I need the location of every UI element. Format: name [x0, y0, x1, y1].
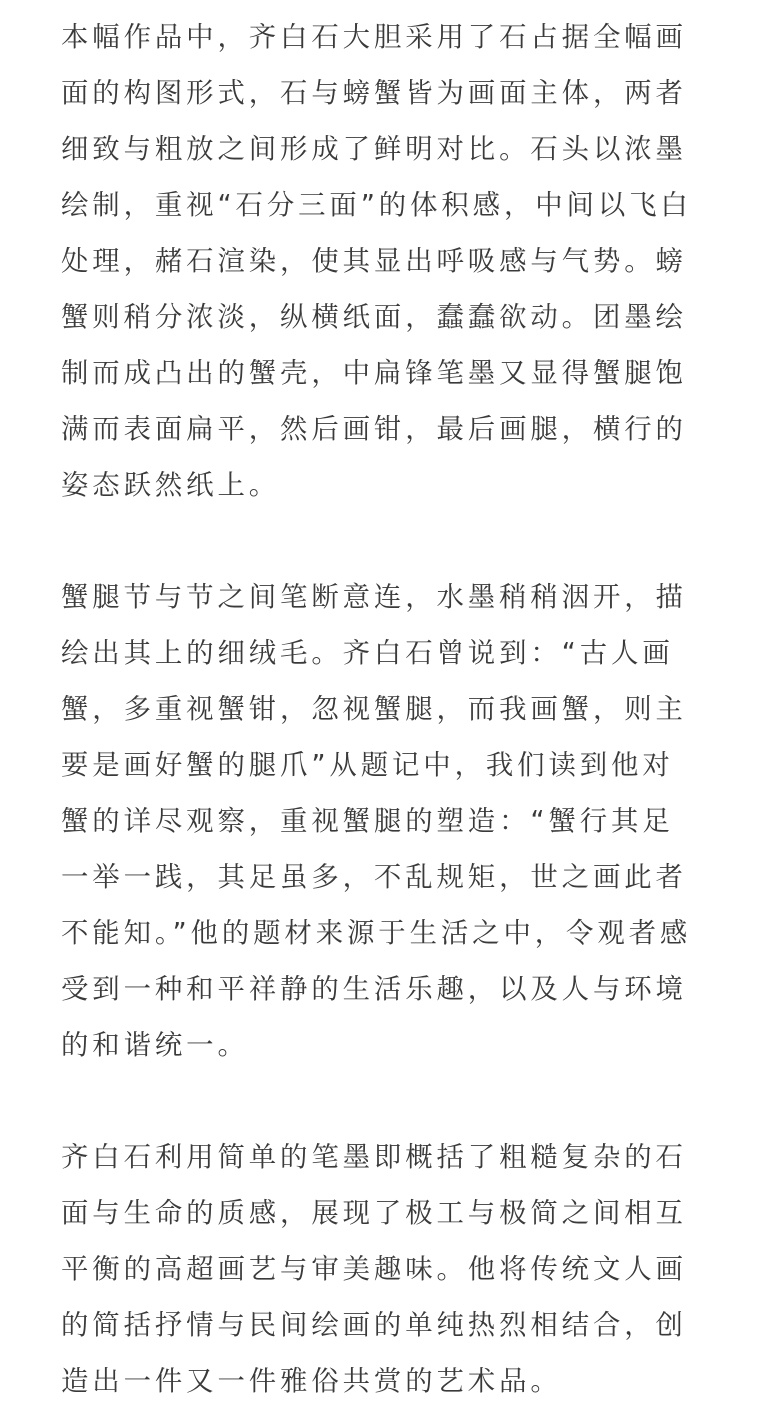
article-body — [61, 10, 701, 1410]
paragraph-composition: 本幅作品中，齐白石大胆采用了石占据全幅画面的构图形式，石与螃蟹皆为画面主体，两者细致与粗放之间形成了鲜明对比。石头以浓墨绘制，重视“石分三面”的体积感，中间以飞白处理，赭石渲染，使其显出呼吸感与气势。螃蟹则稍分浓淡，纵横纸面，蠢蠢欲动。团墨绘制而成凸出的蟹壳，中扁锋笔墨又显得蟹腿饱满而表面扁平，然后画钳，最后画腿，横行的姿态跃然纸上。 — [61, 22, 692, 501]
paragraph-crab-legs: 蟹腿节与节之间笔断意连，水墨稍稍洇开，描绘出其上的细绒毛。齐白石曾说到：“古人画蟹，多重视蟹钳，忽视蟹腿，而我画蟹，则主要是画好蟹的腿爪”从题记中，我们读到他对蟹的详尽观察，重视蟹腿的塑造：“蟹行其足一举一践，其足虽多，不乱规矩，世之画此者不能知。”他的题材来源于生活之中，令观者感受到一种和平祥静的生活乐趣，以及人与环境的和谐统一。 — [61, 582, 692, 1061]
paragraph-summary: 齐白石利用简单的笔墨即概括了粗糙复杂的石面与生命的质感，展现了极工与极简之间相互平衡的高超画艺与审美趣味。他将传统文人画的简括抒情与民间绘画的单纯热烈相结合，创造出一件又一件雅俗共赏的艺术品。 — [61, 1142, 687, 1397]
